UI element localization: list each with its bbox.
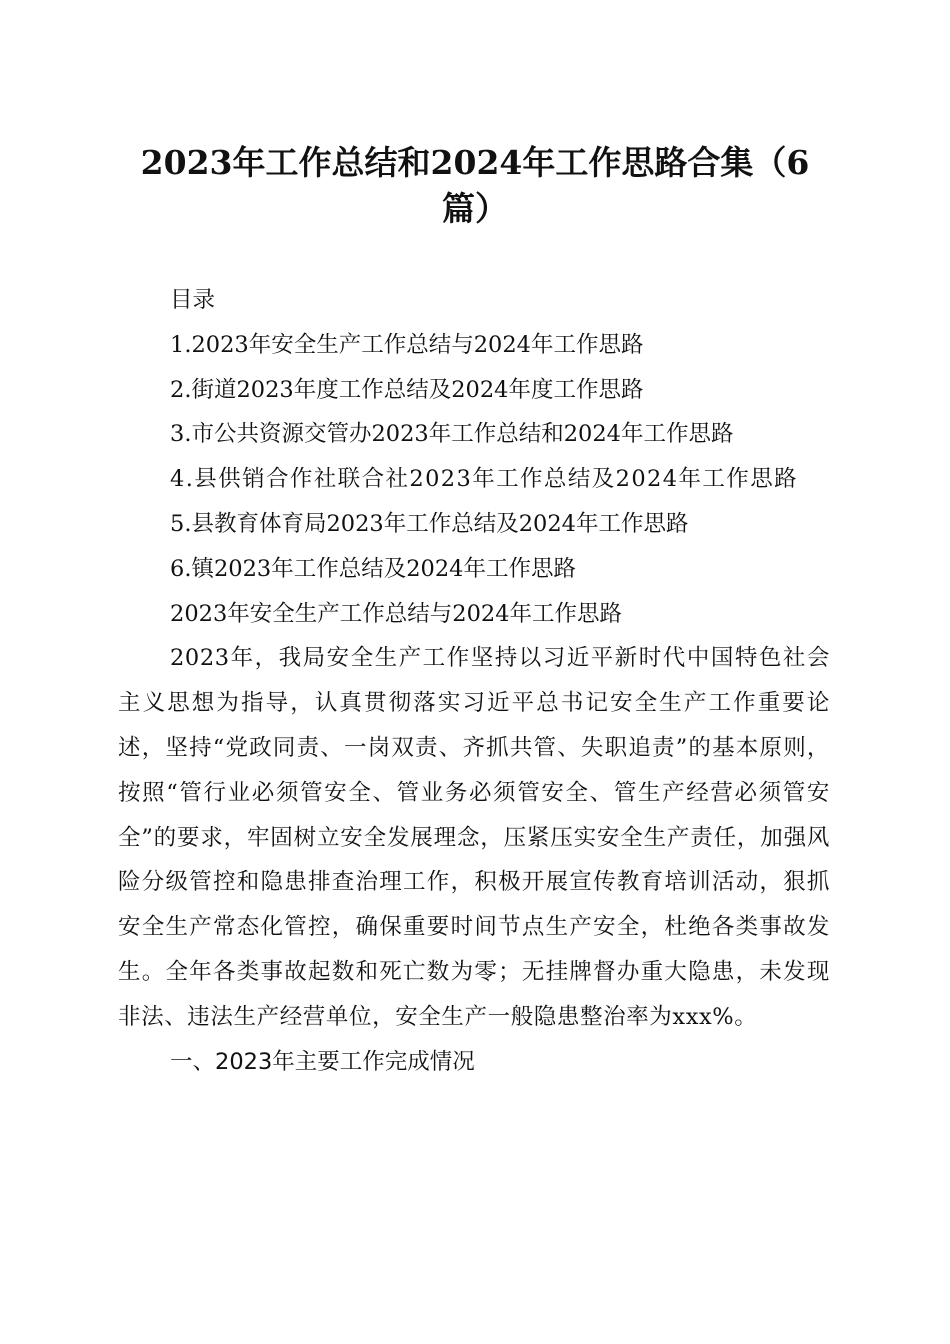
- intro-paragraph: 2023年，我局安全生产工作坚持以习近平新时代中国特色社会主义思想为指导，认真贯彻落实习近平总书记安全生产工作重要论述，坚持“党政同责、一岗双责、齐抓共管、失职追责”的基本原则，按照“管行业必须管安全、管业务必须管安全、管生产经营必须管安全”的要求，牢固树立安全发展理念，压紧压实安全生产责任，加强风险分级管控和隐患排查治理工作，积极开展宣传教育培训活动，狠抓安全生产常态化管控，确保重要时间节点生产安全，杜绝各类事故发生。全年各类事故起数和死亡数为零；无挂牌督办重大隐患，未发现非法、违法生产经营单位，安全生产一般隐患整治率为xxx%。: [118, 645, 830, 1030]
- toc-item: 4.县供销合作社联合社2023年工作总结及2024年工作思路: [170, 466, 798, 493]
- toc-item: 5.县教育体育局2023年工作总结及2024年工作思路: [170, 510, 689, 537]
- document-title: 2023年工作总结和2024年工作思路合集（6篇）: [140, 143, 810, 228]
- article-title: 2023年安全生产工作总结与2024年工作思路: [170, 600, 623, 627]
- document-body: [118, 278, 830, 1084]
- toc-item: 6.镇2023年工作总结及2024年工作思路: [170, 555, 576, 582]
- section-heading: 一、2023年主要工作完成情况: [170, 1048, 475, 1075]
- toc-item: 2.街道2023年度工作总结及2024年度工作思路: [170, 376, 644, 403]
- toc-item: 3.市公共资源交管办2023年工作总结和2024年工作思路: [170, 421, 734, 448]
- toc-label: 目录: [170, 287, 216, 313]
- toc-item: 1.2023年安全生产工作总结与2024年工作思路: [170, 331, 644, 358]
